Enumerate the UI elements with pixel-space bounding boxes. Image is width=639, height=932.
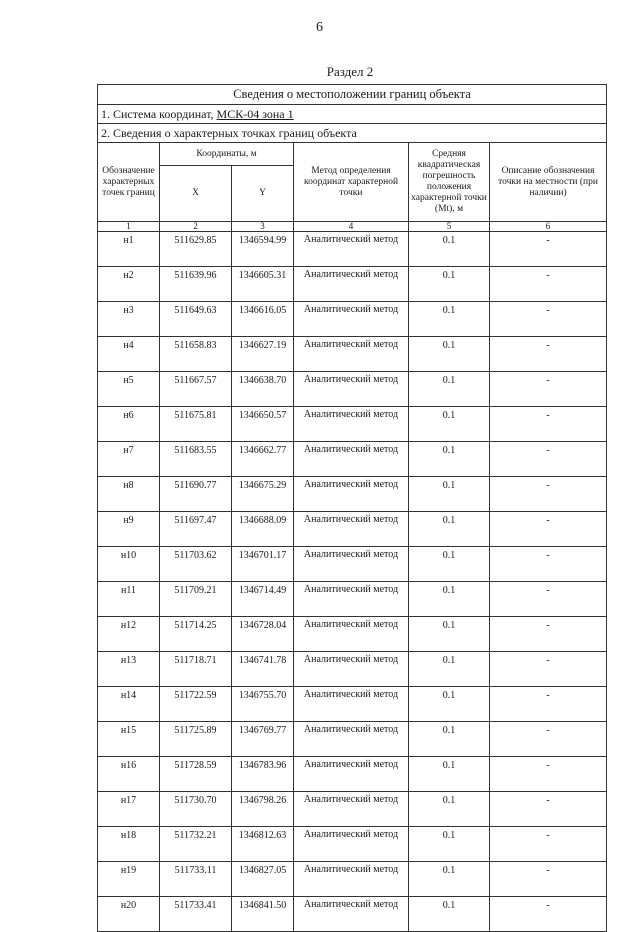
coord-x: 511733.41 [160, 897, 232, 932]
header-x: X [160, 166, 232, 222]
table-title: Сведения о местоположении границ объекта [98, 85, 607, 105]
point-id: н2 [98, 267, 160, 302]
coordinate-system-label: 1. Система координат, [101, 107, 217, 121]
points-section-title: 2. Сведения о характерных точках границ объекта [98, 124, 607, 143]
header-designation: Обозначение характерных точек границ [98, 143, 160, 222]
method: Аналитический метод [294, 267, 409, 302]
table-row [98, 267, 607, 302]
point-id: н18 [98, 827, 160, 862]
accuracy: 0.1 [409, 897, 490, 932]
accuracy: 0.1 [409, 302, 490, 337]
accuracy: 0.1 [409, 722, 490, 757]
method: Аналитический метод [294, 512, 409, 547]
coord-x: 511733.11 [160, 862, 232, 897]
point-id: н3 [98, 302, 160, 337]
method: Аналитический метод [294, 337, 409, 372]
accuracy: 0.1 [409, 792, 490, 827]
coord-x: 511730.70 [160, 792, 232, 827]
column-number: 5 [409, 222, 490, 232]
column-number: 6 [490, 222, 607, 232]
table-row [98, 582, 607, 617]
table-row [98, 792, 607, 827]
coord-x: 511718.71 [160, 652, 232, 687]
accuracy: 0.1 [409, 757, 490, 792]
method: Аналитический метод [294, 477, 409, 512]
point-id: н20 [98, 897, 160, 932]
coord-x: 511675.81 [160, 407, 232, 442]
method: Аналитический метод [294, 407, 409, 442]
coord-y: 1346605.31 [232, 267, 294, 302]
method: Аналитический метод [294, 232, 409, 267]
column-number: 1 [98, 222, 160, 232]
method: Аналитический метод [294, 372, 409, 407]
coord-x: 511732.21 [160, 827, 232, 862]
method: Аналитический метод [294, 897, 409, 932]
method: Аналитический метод [294, 862, 409, 897]
method: Аналитический метод [294, 827, 409, 862]
accuracy: 0.1 [409, 547, 490, 582]
method: Аналитический метод [294, 617, 409, 652]
description: - [490, 617, 607, 652]
description: - [490, 442, 607, 477]
table-row [98, 302, 607, 337]
coord-y: 1346827.05 [232, 862, 294, 897]
coord-y: 1346798.26 [232, 792, 294, 827]
coord-x: 511728.59 [160, 757, 232, 792]
description: - [490, 477, 607, 512]
accuracy: 0.1 [409, 862, 490, 897]
table-row [98, 897, 607, 932]
description: - [490, 582, 607, 617]
coord-x: 511649.63 [160, 302, 232, 337]
method: Аналитический метод [294, 652, 409, 687]
table-row [98, 862, 607, 897]
description: - [490, 897, 607, 932]
point-id: н16 [98, 757, 160, 792]
description: - [490, 652, 607, 687]
header-description: Описание обозначения точки на местности (при наличии) [490, 143, 607, 222]
description: - [490, 757, 607, 792]
coord-x: 511683.55 [160, 442, 232, 477]
section-title: Раздел 2 [326, 64, 374, 79]
table-row [98, 547, 607, 582]
point-id: н1 [98, 232, 160, 267]
coord-y: 1346688.09 [232, 512, 294, 547]
coord-y: 1346616.05 [232, 302, 294, 337]
point-id: н14 [98, 687, 160, 722]
point-id: н11 [98, 582, 160, 617]
description: - [490, 407, 607, 442]
description: - [490, 722, 607, 757]
description: - [490, 547, 607, 582]
description: - [490, 862, 607, 897]
coord-x: 511658.83 [160, 337, 232, 372]
point-id: н15 [98, 722, 160, 757]
coord-x: 511629.85 [160, 232, 232, 267]
coord-x: 511722.59 [160, 687, 232, 722]
coord-y: 1346594.99 [232, 232, 294, 267]
accuracy: 0.1 [409, 442, 490, 477]
method: Аналитический метод [294, 442, 409, 477]
coord-y: 1346841.50 [232, 897, 294, 932]
coord-x: 511690.77 [160, 477, 232, 512]
method: Аналитический метод [294, 722, 409, 757]
point-id: н4 [98, 337, 160, 372]
accuracy: 0.1 [409, 617, 490, 652]
accuracy: 0.1 [409, 407, 490, 442]
header-accuracy: Средняя квадратическая погрешность положения характерной точки (Mt), м [409, 143, 490, 222]
table-row [98, 442, 607, 477]
description: - [490, 337, 607, 372]
coord-x: 511667.57 [160, 372, 232, 407]
coord-y: 1346755.70 [232, 687, 294, 722]
coord-y: 1346714.49 [232, 582, 294, 617]
point-id: н7 [98, 442, 160, 477]
coord-y: 1346741.78 [232, 652, 294, 687]
table-row [98, 722, 607, 757]
table-row [98, 407, 607, 442]
table-row [98, 617, 607, 652]
accuracy: 0.1 [409, 372, 490, 407]
table-row [98, 512, 607, 547]
column-number: 4 [294, 222, 409, 232]
header-coordinates: Координаты, м [160, 143, 294, 166]
description: - [490, 232, 607, 267]
header-method: Метод определения координат характерной точки [294, 143, 409, 222]
coord-y: 1346769.77 [232, 722, 294, 757]
boundary-points-table [97, 84, 607, 932]
coord-y: 1346728.04 [232, 617, 294, 652]
coord-x: 511697.47 [160, 512, 232, 547]
coord-y: 1346701.17 [232, 547, 294, 582]
point-id: н8 [98, 477, 160, 512]
column-number: 3 [232, 222, 294, 232]
coord-x: 511725.89 [160, 722, 232, 757]
table-row [98, 652, 607, 687]
description: - [490, 512, 607, 547]
header-y: Y [232, 166, 294, 222]
point-id: н9 [98, 512, 160, 547]
table-row [98, 827, 607, 862]
accuracy: 0.1 [409, 687, 490, 722]
method: Аналитический метод [294, 792, 409, 827]
point-id: н13 [98, 652, 160, 687]
coord-y: 1346783.96 [232, 757, 294, 792]
coord-y: 1346675.29 [232, 477, 294, 512]
accuracy: 0.1 [409, 477, 490, 512]
coord-y: 1346627.19 [232, 337, 294, 372]
column-number: 2 [160, 222, 232, 232]
coordinate-system-value: МСК-04 зона 1 [216, 107, 294, 121]
point-id: н12 [98, 617, 160, 652]
table-row [98, 372, 607, 407]
accuracy: 0.1 [409, 267, 490, 302]
description: - [490, 372, 607, 407]
coord-y: 1346650.57 [232, 407, 294, 442]
page-number: 6 [316, 20, 323, 35]
point-id: н19 [98, 862, 160, 897]
coord-y: 1346662.77 [232, 442, 294, 477]
accuracy: 0.1 [409, 582, 490, 617]
point-id: н17 [98, 792, 160, 827]
table-row [98, 337, 607, 372]
coordinate-system [98, 105, 607, 124]
accuracy: 0.1 [409, 232, 490, 267]
method: Аналитический метод [294, 582, 409, 617]
coord-x: 511714.25 [160, 617, 232, 652]
point-id: н6 [98, 407, 160, 442]
accuracy: 0.1 [409, 652, 490, 687]
coord-y: 1346812.63 [232, 827, 294, 862]
accuracy: 0.1 [409, 337, 490, 372]
table-row [98, 477, 607, 512]
table-row [98, 687, 607, 722]
method: Аналитический метод [294, 757, 409, 792]
coord-x: 511703.62 [160, 547, 232, 582]
description: - [490, 792, 607, 827]
accuracy: 0.1 [409, 512, 490, 547]
table-row [98, 232, 607, 267]
method: Аналитический метод [294, 302, 409, 337]
coord-x: 511639.96 [160, 267, 232, 302]
coord-y: 1346638.70 [232, 372, 294, 407]
accuracy: 0.1 [409, 827, 490, 862]
point-id: н10 [98, 547, 160, 582]
description: - [490, 687, 607, 722]
description: - [490, 267, 607, 302]
point-id: н5 [98, 372, 160, 407]
method: Аналитический метод [294, 687, 409, 722]
method: Аналитический метод [294, 547, 409, 582]
description: - [490, 827, 607, 862]
table-row [98, 757, 607, 792]
coord-x: 511709.21 [160, 582, 232, 617]
description: - [490, 302, 607, 337]
